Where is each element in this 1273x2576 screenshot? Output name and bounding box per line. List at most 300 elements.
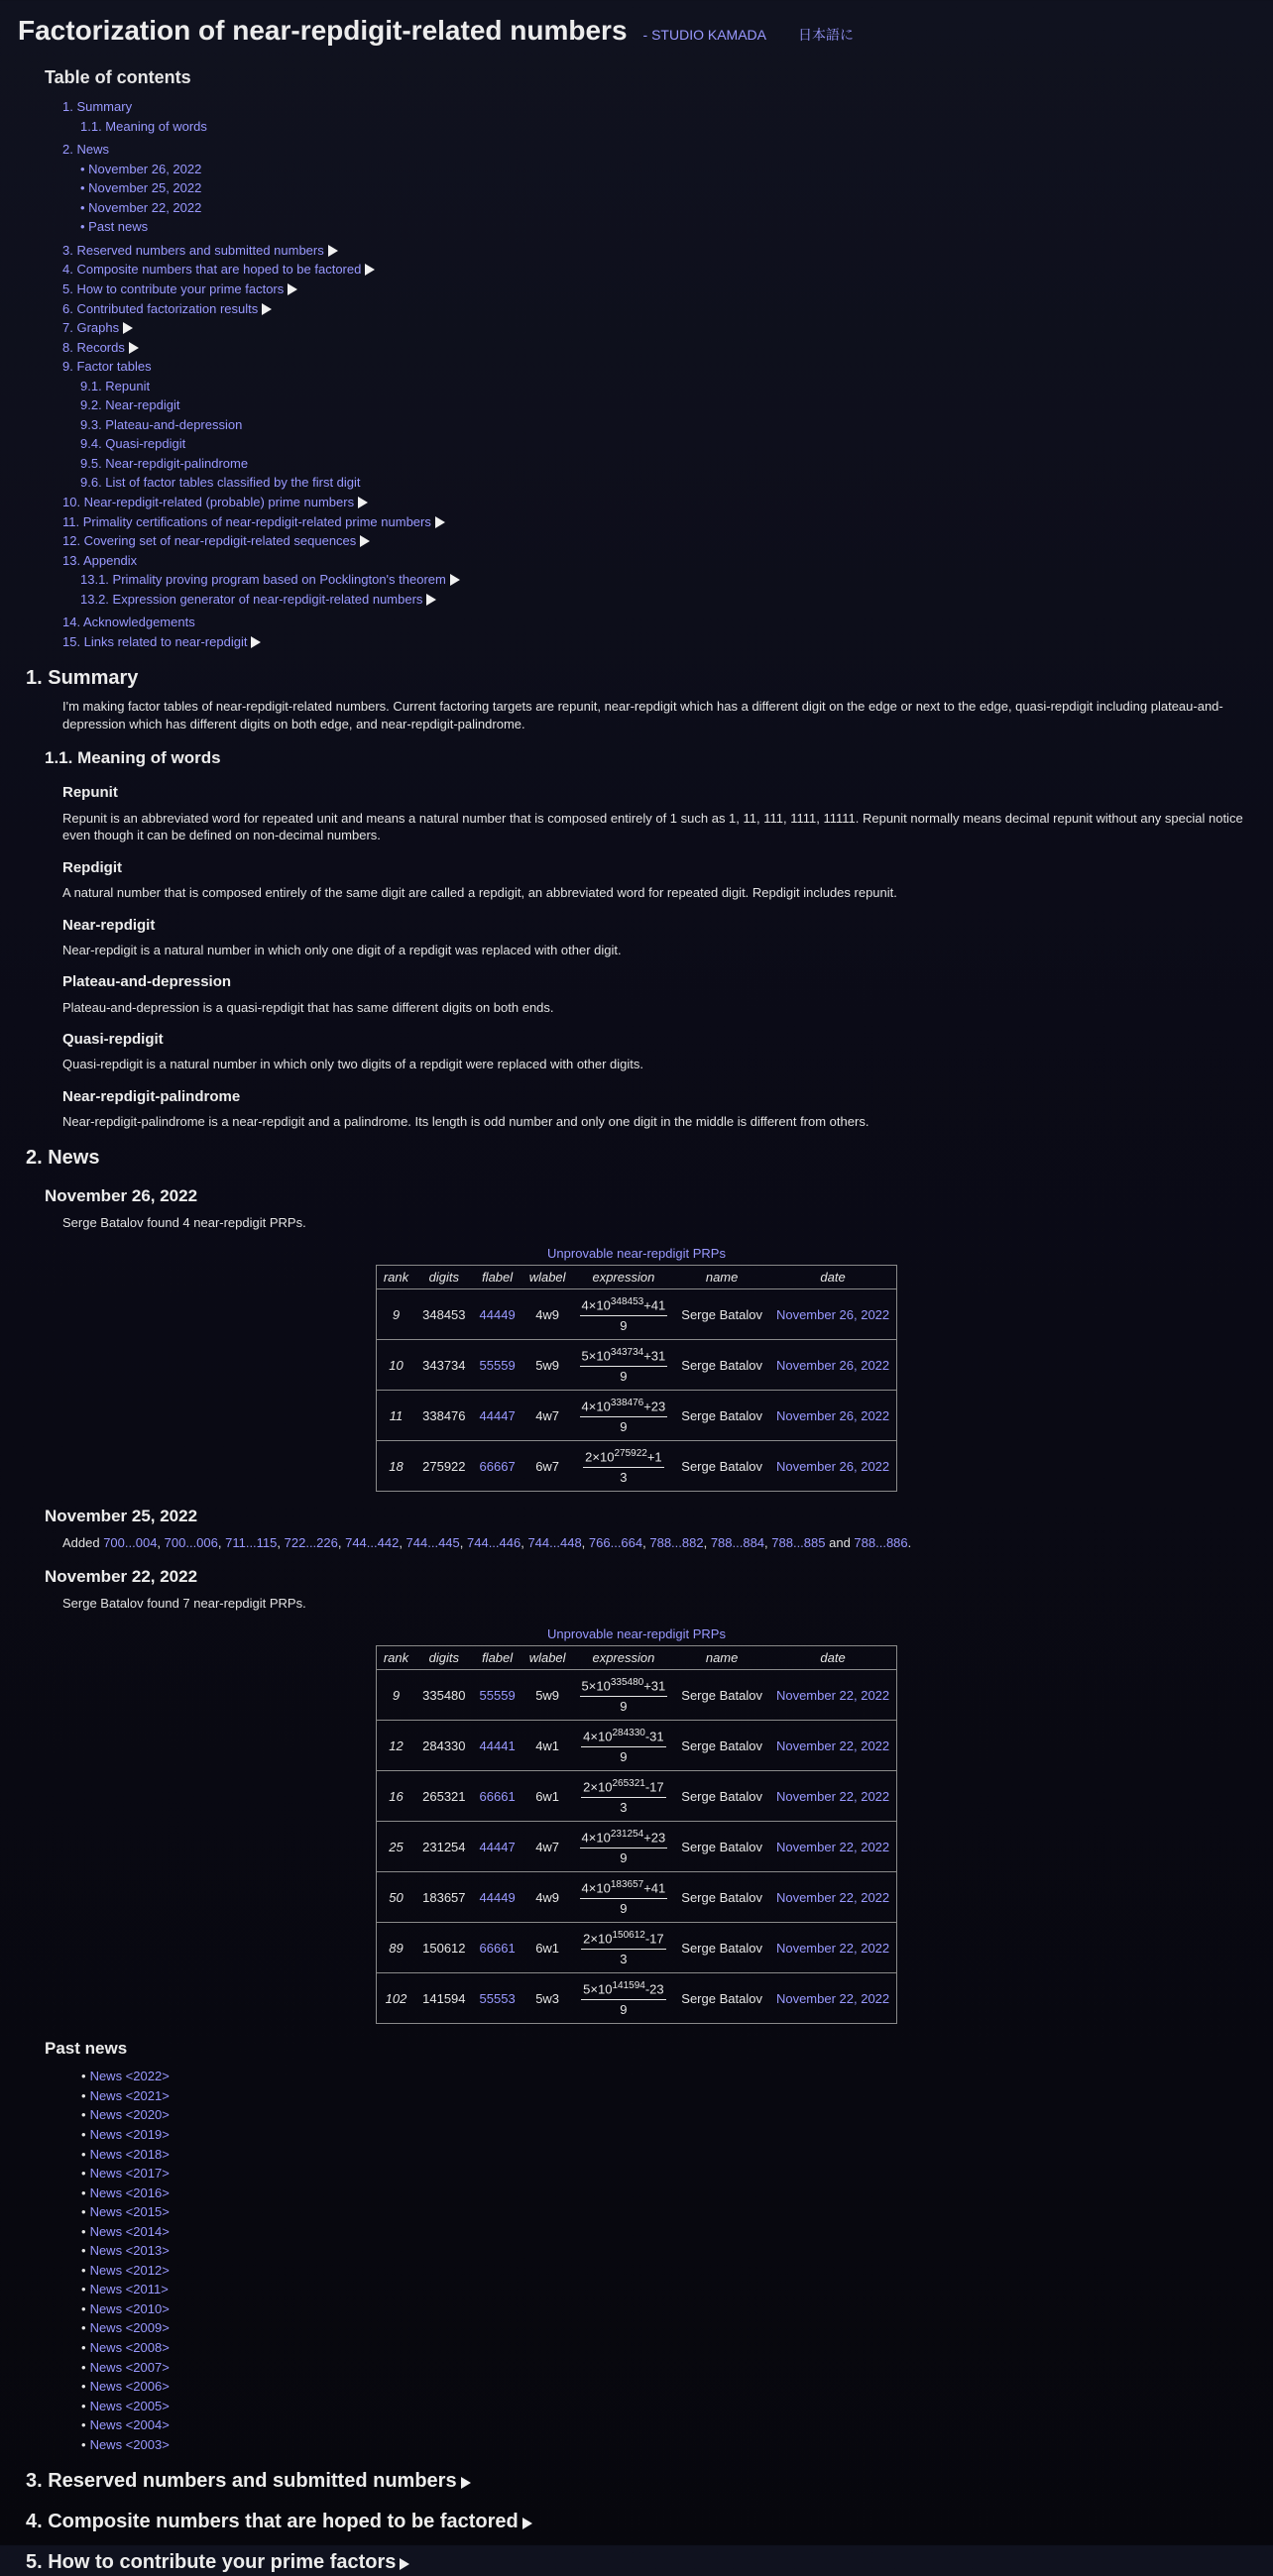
flabel-link[interactable]: 66661 xyxy=(479,1788,516,1804)
date-link[interactable]: November 26, 2022 xyxy=(775,1458,890,1474)
rank-cell: 16 xyxy=(376,1771,415,1822)
rank-cell: 9 xyxy=(376,1289,415,1340)
news-nov26-text: Serge Batalov found 4 near-repdigit PRPs. xyxy=(62,1214,306,1230)
toc-link[interactable]: 9.4. Quasi-repdigit xyxy=(80,436,186,452)
toc-item xyxy=(80,570,1255,590)
prp-table-nov26-wrap xyxy=(18,1245,1255,1492)
toc-item xyxy=(80,454,1255,474)
date-link[interactable]: November 26, 2022 xyxy=(775,1407,890,1423)
toc-expand-icon[interactable] xyxy=(435,516,445,528)
expression-denominator: 3 xyxy=(620,1951,628,1966)
past-news-link[interactable]: News <2021> xyxy=(89,2087,170,2103)
past-news-link[interactable]: News <2012> xyxy=(89,2262,170,2278)
rank-cell: 25 xyxy=(376,1822,415,1872)
expression-denominator: 9 xyxy=(620,2001,628,2017)
toc-expand-icon[interactable] xyxy=(262,303,272,315)
expression-denominator: 9 xyxy=(620,1317,628,1333)
term-definition: Near-repdigit-palindrome is a near-repdigit and a palindrome. Its length is odd number and only one digit in the middle is different from others. xyxy=(62,1114,869,1130)
expression-exponent: 141594 xyxy=(612,1979,645,1991)
toc-expand-icon[interactable] xyxy=(365,264,375,276)
toc-expand-icon[interactable] xyxy=(251,636,261,648)
header xyxy=(18,12,1255,50)
toc-expand-icon[interactable] xyxy=(360,535,370,547)
term-heading: Near-repdigit-palindrome xyxy=(62,1087,241,1105)
expression-coefficient: 5×10 xyxy=(581,1347,611,1363)
past-news-heading: Past news xyxy=(45,2039,128,2059)
expression-coefficient: 5×10 xyxy=(583,1981,613,1997)
toc-link[interactable]: 12. Covering set of near-repdigit-related sequences xyxy=(62,533,357,549)
toc-item xyxy=(80,415,1255,435)
expression-coefficient: 2×10 xyxy=(583,1931,613,1947)
flabel-cell xyxy=(473,1822,522,1872)
flabel-cell xyxy=(473,1923,522,1973)
bullet-icon: • xyxy=(81,2069,86,2084)
news-nov25-heading: November 25, 2022 xyxy=(45,1507,198,1526)
prp-table-nov22 xyxy=(376,1645,897,2025)
expression-fraction xyxy=(580,1828,668,1866)
date-cell xyxy=(769,1289,897,1340)
expression-addend: +31 xyxy=(643,1347,666,1363)
table-row xyxy=(376,1289,896,1340)
number-link[interactable]: 744...448 xyxy=(527,1535,582,1551)
date-cell xyxy=(769,1340,897,1391)
expression-numerator xyxy=(580,1676,668,1697)
date-cell xyxy=(769,1822,897,1872)
wlabel-cell: 4w9 xyxy=(522,1872,573,1923)
bullet-icon: • xyxy=(81,2204,86,2220)
table-row xyxy=(376,1771,896,1822)
toc-link[interactable]: 9.2. Near-repdigit xyxy=(80,397,180,413)
toc-link[interactable]: • Past news xyxy=(80,219,149,235)
wlabel-cell: 6w7 xyxy=(522,1441,573,1492)
past-news-link[interactable]: News <2015> xyxy=(89,2204,170,2220)
section-expand-icon[interactable] xyxy=(400,2558,409,2570)
toc-link[interactable]: 1. Summary xyxy=(62,99,133,115)
bullet-icon: • xyxy=(81,2107,86,2123)
toc-link[interactable]: • November 25, 2022 xyxy=(80,180,202,196)
toc-link[interactable]: 14. Acknowledgements xyxy=(62,615,195,630)
toc-item xyxy=(62,613,1255,632)
flabel-cell xyxy=(473,1721,522,1771)
expression-numerator xyxy=(580,1828,668,1848)
toc-expand-icon[interactable] xyxy=(358,497,368,508)
term-heading: Plateau-and-depression xyxy=(62,973,232,991)
expression-numerator xyxy=(580,1878,668,1899)
table-row xyxy=(376,1340,896,1391)
expression-addend: +23 xyxy=(643,1830,666,1846)
language-link[interactable]: 日本語に xyxy=(798,27,854,43)
toc-link[interactable]: • November 26, 2022 xyxy=(80,161,202,176)
past-news-link[interactable]: News <2011> xyxy=(89,2282,169,2297)
expression-coefficient: 4×10 xyxy=(581,1296,611,1312)
news-nov22-text: Serge Batalov found 7 near-repdigit PRPs. xyxy=(62,1595,306,1611)
wlabel-cell: 4w7 xyxy=(522,1391,573,1441)
past-news-item xyxy=(81,2435,1255,2455)
flabel-link[interactable]: 55559 xyxy=(479,1357,516,1373)
column-header: expression xyxy=(573,1265,675,1289)
toc-item xyxy=(62,632,1255,652)
expression-cell xyxy=(573,1973,675,2024)
table-row xyxy=(376,1923,896,1973)
name-cell: Serge Batalov xyxy=(674,1391,769,1441)
expression-exponent: 343734 xyxy=(610,1346,644,1358)
prp-table-nov22-caption[interactable]: Unprovable near-repdigit PRPs xyxy=(547,1626,726,1642)
expression-numerator xyxy=(581,1727,665,1747)
toc-link[interactable]: • November 22, 2022 xyxy=(80,199,202,215)
column-header: date xyxy=(769,1265,897,1289)
toc-item xyxy=(80,473,1255,493)
past-news-link[interactable]: News <2010> xyxy=(89,2300,170,2316)
date-cell xyxy=(769,1721,897,1771)
expression-coefficient: 5×10 xyxy=(581,1678,611,1694)
expression-coefficient: 4×10 xyxy=(581,1830,611,1846)
expression-cell xyxy=(573,1721,675,1771)
number-link[interactable]: 744...442 xyxy=(345,1535,400,1551)
section-heading-label: 4. Composite numbers that are hoped to be factored xyxy=(26,2511,519,2533)
past-news-link[interactable]: News <2022> xyxy=(89,2069,170,2084)
table-row xyxy=(376,1721,896,1771)
bullet-icon: • xyxy=(81,2087,86,2103)
bullet-icon: • xyxy=(81,2300,86,2316)
name-cell: Serge Batalov xyxy=(674,1340,769,1391)
studio-link[interactable]: - STUDIO KAMADA xyxy=(642,27,766,43)
date-link[interactable]: November 22, 2022 xyxy=(775,1788,890,1804)
toc-link[interactable]: 2. News xyxy=(62,142,109,158)
collapsed-section-heading[interactable] xyxy=(26,2549,1255,2576)
bullet-icon: • xyxy=(81,2379,86,2395)
name-cell: Serge Batalov xyxy=(674,1771,769,1822)
name-cell: Serge Batalov xyxy=(674,1822,769,1872)
news-nov26-heading: November 26, 2022 xyxy=(45,1185,198,1205)
digits-cell: 265321 xyxy=(415,1771,472,1822)
toc-link[interactable]: 3. Reserved numbers and submitted numbers xyxy=(62,242,324,258)
wlabel-cell: 4w1 xyxy=(522,1721,573,1771)
expression-addend: +23 xyxy=(643,1398,666,1413)
toc-link[interactable]: 10. Near-repdigit-related (probable) prime numbers xyxy=(62,495,355,510)
news-nov25-text: Added 700...004, 700...006, 711...115, 722...226, 744...442, 744...445, 744...446, 744...448, 766...664, 788...882, 788...884, 788...885 and 788...886. xyxy=(62,1535,912,1551)
column-header: rank xyxy=(376,1265,415,1289)
past-news-link[interactable]: News <2007> xyxy=(89,2359,170,2375)
date-cell xyxy=(769,1872,897,1923)
date-cell xyxy=(769,1771,897,1822)
column-header: name xyxy=(674,1645,769,1670)
flabel-link[interactable]: 55553 xyxy=(479,1990,516,2006)
toc-link[interactable]: 9.1. Repunit xyxy=(80,378,151,393)
toc-item xyxy=(62,357,1255,377)
date-link[interactable]: November 22, 2022 xyxy=(775,1687,890,1703)
rank-cell: 10 xyxy=(376,1340,415,1391)
expression-numerator xyxy=(583,1447,664,1468)
digits-cell: 150612 xyxy=(415,1923,472,1973)
column-header: rank xyxy=(376,1645,415,1670)
toc-link[interactable]: 13. Appendix xyxy=(62,552,138,568)
past-news-item xyxy=(81,2261,1255,2281)
flabel-link[interactable]: 66667 xyxy=(479,1458,516,1474)
column-header: date xyxy=(769,1645,897,1670)
toc-item xyxy=(80,178,1255,198)
bullet-icon: • xyxy=(81,2146,86,2162)
name-cell: Serge Batalov xyxy=(674,1289,769,1340)
section-expand-icon[interactable] xyxy=(461,2477,471,2489)
expression-denominator: 3 xyxy=(620,1799,628,1815)
toc-link[interactable]: 8. Records xyxy=(62,339,125,355)
number-link[interactable]: 722...226 xyxy=(284,1535,338,1551)
past-news-link[interactable]: News <2013> xyxy=(89,2243,170,2259)
number-link[interactable]: 788...886 xyxy=(854,1535,908,1551)
toc-link[interactable]: 9. Factor tables xyxy=(62,359,152,375)
flabel-link[interactable]: 44447 xyxy=(479,1839,516,1854)
column-header: wlabel xyxy=(522,1645,573,1670)
past-news-item xyxy=(81,2125,1255,2145)
flabel-cell xyxy=(473,1670,522,1721)
toc-expand-icon[interactable] xyxy=(288,283,297,295)
prp-table-nov26-caption[interactable]: Unprovable near-repdigit PRPs xyxy=(547,1246,726,1262)
date-link[interactable]: November 22, 2022 xyxy=(775,1889,890,1905)
column-header: name xyxy=(674,1265,769,1289)
bullet-icon: • xyxy=(81,2398,86,2413)
past-news-item xyxy=(81,2222,1255,2242)
toc-expand-icon[interactable] xyxy=(426,594,436,606)
summary-heading: 1. Summary xyxy=(26,667,139,690)
toc-link[interactable]: 9.5. Near-repdigit-palindrome xyxy=(80,455,249,471)
toc-link[interactable]: 13.2. Expression generator of near-repdigit-related numbers xyxy=(80,591,423,607)
number-link[interactable]: 744...445 xyxy=(405,1535,460,1551)
past-news-item xyxy=(81,2299,1255,2319)
toc-item xyxy=(62,140,1255,160)
expression-fraction xyxy=(581,1777,665,1816)
past-news-link[interactable]: News <2014> xyxy=(89,2223,170,2239)
date-link[interactable]: November 22, 2022 xyxy=(775,1737,890,1753)
toc-expand-icon[interactable] xyxy=(123,322,133,334)
past-news-link[interactable]: News <2009> xyxy=(89,2320,170,2336)
past-news-item xyxy=(81,2377,1255,2397)
expression-coefficient: 4×10 xyxy=(581,1880,611,1896)
past-news-item xyxy=(81,2318,1255,2338)
past-news-link[interactable]: News <2004> xyxy=(89,2417,170,2433)
past-news-link[interactable]: News <2017> xyxy=(89,2166,170,2182)
bullet-icon: • xyxy=(81,2417,86,2433)
name-cell: Serge Batalov xyxy=(674,1670,769,1721)
toc-link[interactable]: 1.1. Meaning of words xyxy=(80,118,207,134)
past-news-item xyxy=(81,2415,1255,2435)
expression-denominator: 3 xyxy=(620,1469,628,1485)
date-cell xyxy=(769,1670,897,1721)
date-link[interactable]: November 26, 2022 xyxy=(775,1357,890,1373)
wlabel-cell: 5w9 xyxy=(522,1340,573,1391)
past-news-list xyxy=(81,2067,1255,2454)
toc-item xyxy=(80,160,1255,179)
expression-numerator xyxy=(581,1979,665,2000)
column-header: expression xyxy=(573,1645,675,1670)
toc-link[interactable]: 13.1. Primality proving program based on Pocklington's theorem xyxy=(80,572,446,588)
toc-expand-icon[interactable] xyxy=(328,245,338,257)
number-link[interactable]: 711...115 xyxy=(225,1535,278,1551)
term-definition: Quasi-repdigit is a natural number in which only two digits of a repdigit were replaced with other digits. xyxy=(62,1057,644,1072)
term-definition: Repunit is an abbreviated word for repeated unit and means a natural number that is composed entirely of 1 such as 1, 11, 111, 1111, 11111. Repunit normally means decimal repunit without any special notice even though it can be defined on non-decimal numbers. xyxy=(62,810,1243,843)
number-link[interactable]: 788...884 xyxy=(710,1535,765,1551)
collapsed-section-heading[interactable] xyxy=(26,2509,1255,2535)
bullet-icon: • xyxy=(81,2223,86,2239)
section-heading-label: 5. How to contribute your prime factors xyxy=(26,2551,397,2574)
expression-numerator xyxy=(581,1777,665,1798)
expression-numerator xyxy=(580,1397,668,1417)
flabel-link[interactable]: 66661 xyxy=(479,1940,516,1956)
number-link[interactable]: 700...006 xyxy=(164,1535,218,1551)
toc-link[interactable]: 15. Links related to near-repdigit xyxy=(62,633,248,649)
collapsed-section-heading[interactable] xyxy=(26,2468,1255,2495)
expression-cell xyxy=(573,1340,675,1391)
past-news-item xyxy=(81,2280,1255,2299)
rank-cell: 18 xyxy=(376,1441,415,1492)
expression-coefficient: 2×10 xyxy=(585,1448,615,1464)
expression-cell xyxy=(573,1771,675,1822)
past-news-link[interactable]: News <2019> xyxy=(89,2126,170,2142)
page-title: Factorization of near-repdigit-related numbers xyxy=(18,15,628,46)
toc-link[interactable]: 9.3. Plateau-and-depression xyxy=(80,416,243,432)
number-link[interactable]: 766...664 xyxy=(588,1535,643,1551)
expression-exponent: 183657 xyxy=(610,1878,644,1890)
digits-cell: 275922 xyxy=(415,1441,472,1492)
past-news-item xyxy=(81,2397,1255,2416)
date-cell xyxy=(769,1923,897,1973)
toc-link[interactable]: 9.6. List of factor tables classified by the first digit xyxy=(80,475,361,491)
toc-item xyxy=(80,377,1255,396)
bullet-icon: • xyxy=(81,2184,86,2200)
expression-cell xyxy=(573,1822,675,1872)
bullet-icon: • xyxy=(81,2436,86,2452)
table-row xyxy=(376,1670,896,1721)
rank-cell: 89 xyxy=(376,1923,415,1973)
expression-fraction xyxy=(581,1979,665,2018)
toc-link[interactable]: 7. Graphs xyxy=(62,320,120,336)
toc-item xyxy=(62,299,1255,319)
flabel-cell xyxy=(473,1391,522,1441)
number-link[interactable]: 700...004 xyxy=(103,1535,158,1551)
toc-item xyxy=(62,97,1255,117)
flabel-link[interactable]: 44441 xyxy=(479,1737,516,1753)
bullet-icon: • xyxy=(81,2166,86,2182)
expression-exponent: 284330 xyxy=(612,1727,645,1738)
expression-addend: +41 xyxy=(643,1296,666,1312)
past-news-link[interactable]: News <2020> xyxy=(89,2107,170,2123)
past-news-link[interactable]: News <2018> xyxy=(89,2146,170,2162)
expression-addend: +41 xyxy=(643,1880,666,1896)
expression-cell xyxy=(573,1670,675,1721)
expression-exponent: 275922 xyxy=(614,1447,647,1459)
digits-cell: 348453 xyxy=(415,1289,472,1340)
toc-expand-icon[interactable] xyxy=(450,574,460,586)
flabel-link[interactable]: 44449 xyxy=(479,1306,516,1322)
column-header: digits xyxy=(415,1265,472,1289)
term-heading: Near-repdigit xyxy=(62,916,156,934)
bullet-icon: • xyxy=(81,2359,86,2375)
past-news-item xyxy=(81,2086,1255,2106)
summary-text: I'm making factor tables of near-repdigit-related numbers. Current factoring targets are repunit, near-repdigit which has a different digit on the edge or next to the edge, quasi-repdigit including plateau-and-depression which has different digits on both edge, and near-repdigit-palindrome. xyxy=(62,699,1223,731)
past-news-link[interactable]: News <2006> xyxy=(89,2379,170,2395)
toc-link[interactable]: 6. Contributed factorization results xyxy=(62,300,259,316)
digits-cell: 141594 xyxy=(415,1973,472,2024)
past-news-item xyxy=(81,2358,1255,2378)
expression-fraction xyxy=(580,1346,668,1385)
past-news-link[interactable]: News <2005> xyxy=(89,2398,170,2413)
toc-item xyxy=(80,198,1255,218)
date-cell xyxy=(769,1391,897,1441)
rank-cell: 50 xyxy=(376,1872,415,1923)
wlabel-cell: 6w1 xyxy=(522,1923,573,1973)
flabel-link[interactable]: 44447 xyxy=(479,1407,516,1423)
expression-coefficient: 4×10 xyxy=(581,1398,611,1413)
bullet-icon: • xyxy=(81,2126,86,2142)
expression-fraction xyxy=(580,1295,668,1334)
expression-exponent: 231254 xyxy=(610,1828,644,1840)
wlabel-cell: 4w7 xyxy=(522,1822,573,1872)
toc-item xyxy=(62,512,1255,532)
past-news-item xyxy=(81,2241,1255,2261)
digits-cell: 231254 xyxy=(415,1822,472,1872)
flabel-link[interactable]: 44449 xyxy=(479,1889,516,1905)
expression-numerator xyxy=(580,1295,668,1316)
date-link[interactable]: November 22, 2022 xyxy=(775,1940,890,1956)
expression-cell xyxy=(573,1391,675,1441)
term-definition: A natural number that is composed entirely of the same digit are called a repdigit, an abbreviated word for repeated digit. Repdigit includes repunit. xyxy=(62,885,897,901)
number-link[interactable]: 788...885 xyxy=(771,1535,826,1551)
digits-cell: 183657 xyxy=(415,1872,472,1923)
bullet-icon: • xyxy=(81,2262,86,2278)
flabel-link[interactable]: 55559 xyxy=(479,1687,516,1703)
toc-link[interactable]: 5. How to contribute your prime factors xyxy=(62,281,285,297)
date-link[interactable]: November 26, 2022 xyxy=(775,1306,890,1322)
wlabel-cell: 5w9 xyxy=(522,1670,573,1721)
expression-cell xyxy=(573,1441,675,1492)
term-list xyxy=(18,783,1255,1130)
digits-cell: 343734 xyxy=(415,1340,472,1391)
name-cell: Serge Batalov xyxy=(674,1923,769,1973)
past-news-link[interactable]: News <2016> xyxy=(89,2184,170,2200)
date-link[interactable]: November 22, 2022 xyxy=(775,1839,890,1854)
section-expand-icon[interactable] xyxy=(522,2518,532,2529)
toc-item xyxy=(80,434,1255,454)
toc-expand-icon[interactable] xyxy=(129,342,139,354)
wlabel-cell: 6w1 xyxy=(522,1771,573,1822)
bullet-icon: • xyxy=(81,2340,86,2355)
date-link[interactable]: November 22, 2022 xyxy=(775,1990,890,2006)
toc-item xyxy=(80,590,1255,610)
toc-link[interactable]: 4. Composite numbers that are hoped to be factored xyxy=(62,262,362,278)
expression-numerator xyxy=(580,1346,668,1367)
expression-denominator: 9 xyxy=(620,1698,628,1714)
past-news-item xyxy=(81,2067,1255,2086)
toc-item xyxy=(80,117,1255,137)
news-nov22-heading: November 22, 2022 xyxy=(45,1566,198,1586)
past-news-link[interactable]: News <2008> xyxy=(89,2340,170,2355)
table-row xyxy=(376,1391,896,1441)
section-heading-label: 3. Reserved numbers and submitted numbers xyxy=(26,2470,457,2493)
flabel-cell xyxy=(473,1771,522,1822)
number-link[interactable]: 788...882 xyxy=(649,1535,704,1551)
wlabel-cell: 5w3 xyxy=(522,1973,573,2024)
expression-cell xyxy=(573,1289,675,1340)
expression-denominator: 9 xyxy=(620,1748,628,1764)
number-link[interactable]: 744...446 xyxy=(467,1535,521,1551)
past-news-link[interactable]: News <2003> xyxy=(89,2436,170,2452)
toc-link[interactable]: 11. Primality certifications of near-repdigit-related prime numbers xyxy=(62,513,431,529)
expression-fraction xyxy=(580,1397,668,1435)
flabel-cell xyxy=(473,1973,522,2024)
expression-fraction xyxy=(580,1878,668,1917)
expression-exponent: 150612 xyxy=(612,1929,645,1941)
expression-fraction xyxy=(581,1727,665,1765)
table-row xyxy=(376,1872,896,1923)
